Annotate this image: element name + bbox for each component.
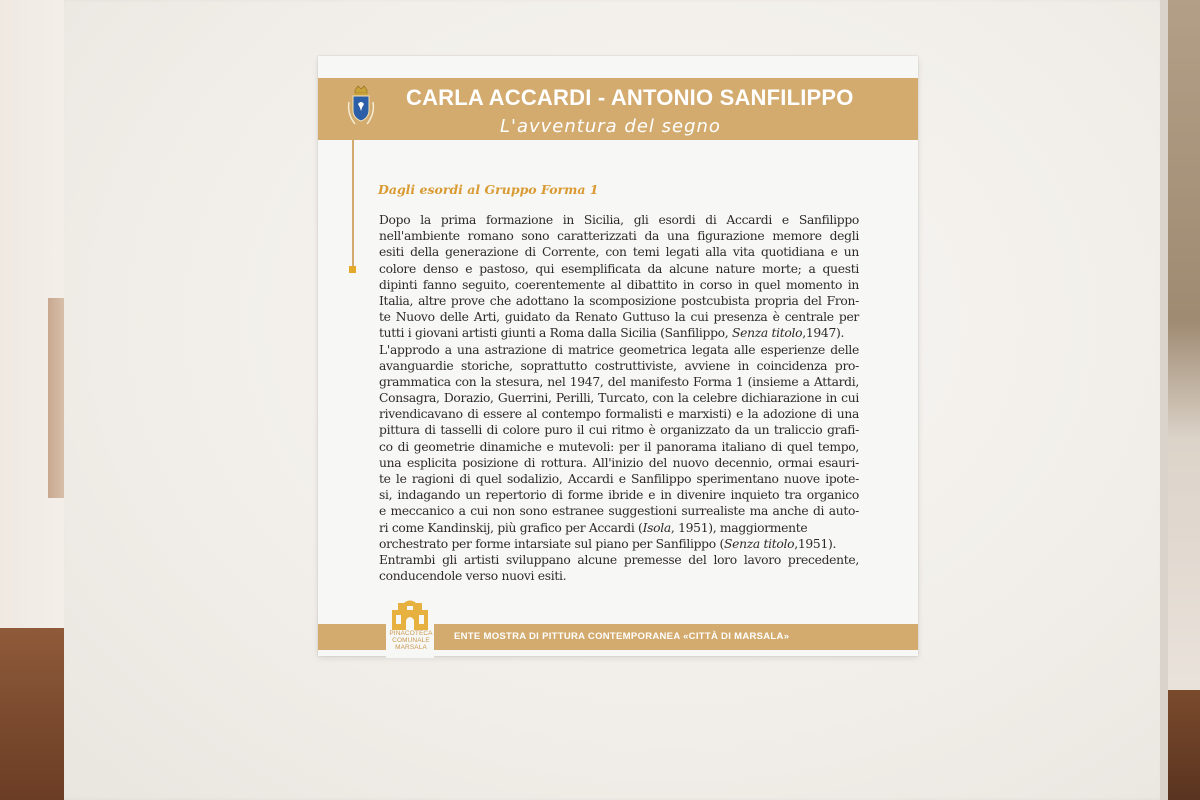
panel-title: CARLA ACCARDI - ANTONIO SANFILIPPO — [406, 85, 854, 110]
body-line: conducendole verso nuovi esiti. — [379, 569, 567, 584]
body-line: una esplicita posizione di rottura. All'inizio del nuovo decennio, ormai esauri- — [379, 455, 859, 470]
body-line: Italia, altre prove che adottano la scomposizione postcubista propria del Fron- — [379, 293, 859, 308]
artwork-title: Senza titolo — [731, 326, 803, 341]
body-line: Dopo la prima formazione in Sicilia, gli esordi di Accardi e Sanfilippo — [379, 213, 859, 227]
exhibition-panel — [318, 56, 918, 656]
body-line: si, indagando un repertorio di forme ibride e in divenire inquieto tra organico — [379, 488, 859, 503]
body-line-text: orchestrato per forme intarsiate sul piano per Sanfilippo ( — [379, 536, 724, 551]
section-heading: Dagli esordi al Gruppo Forma 1 — [378, 182, 599, 197]
wall-edge — [1160, 0, 1168, 800]
artwork-title: Senza titolo — [723, 536, 795, 551]
body-line: L'approdo a una astrazione di matrice geometrica legata alle esperienze delle — [379, 342, 859, 357]
body-line — [379, 536, 859, 552]
body-line: nell'ambiente romano sono caratterizzati da una figurazione memore degli — [379, 229, 859, 244]
logo-line: COMUNALE — [392, 637, 430, 644]
footer-text: ENTE MOSTRA DI PITTURA CONTEMPORANEA «CITTÀ DI MARSALA» — [454, 631, 790, 642]
body-line: avanguardie storiche, soprattutto costruttiviste, avviene in coincidenza pro- — [379, 358, 859, 373]
body-line-text: tutti i giovani artisti giunti a Roma dalla Sicilia (Sanfilippo, — [379, 326, 732, 341]
background-floor-left — [0, 628, 70, 800]
pinacoteca-building-icon — [388, 600, 432, 630]
artwork-date: ,1951). — [794, 536, 837, 551]
body-line — [379, 325, 859, 341]
body-line: pittura di tasselli di colore puro il cui ritmo è organizzato da un traliccio grafi- — [379, 423, 859, 438]
logo-line: MARSALA — [395, 644, 427, 651]
body-line: e meccanico a cui non sono estranee suggestioni surrealiste ma anche di auto- — [379, 504, 859, 519]
pinacoteca-logo-text — [386, 630, 436, 651]
panel-subtitle: L'avventura del segno — [500, 116, 721, 137]
body-line: rivendicavano di essere al contempo formalisti e marxisti) e la adozione di una — [379, 407, 859, 422]
artwork-title: Isola — [642, 520, 671, 535]
body-line: co di geometrie dinamiche e mutevoli: per il panorama italiano di quel tempo, — [379, 439, 859, 454]
artwork-date: ,1947). — [802, 326, 845, 341]
body-text — [379, 212, 859, 584]
body-line: te le ragioni di quel sodalizio, Accardi e Sanfilippo sperimentano nuove ipote- — [379, 472, 859, 486]
body-line: Consagra, Dorazio, Guerrini, Perilli, Turcato, con la celebre dichiarazione in cui — [379, 391, 859, 406]
decorative-vertical-line — [352, 140, 354, 270]
body-line: te Nuovo delle Arti, guidato da Renato Guttuso la cui presenza è centrale per — [379, 310, 859, 325]
body-line — [379, 520, 859, 536]
municipal-crest-icon — [346, 84, 376, 128]
body-line: esiti della generazione di Corrente, con temi legati alla vita quotidiana e un — [379, 245, 859, 260]
decorative-square-dot — [349, 266, 356, 273]
logo-line: PINACOTECA — [389, 630, 433, 637]
body-line: Entrambi gli artisti sviluppano alcune premesse del loro lavoro precedente, — [379, 552, 859, 567]
body-line: colore denso e pastoso, qui esemplificata da alcune nature morte; a questi — [379, 261, 859, 276]
body-line-text: ri come Kandinskij, più grafico per Accardi ( — [379, 520, 643, 535]
body-line: dipinti fanno seguito, coerentemente al dibattito in corso in quel momento in — [379, 277, 859, 292]
artwork-date: , 1951), maggiormente — [670, 520, 808, 535]
body-line: grammatica con la stesura, nel 1947, del manifesto Forma 1 (insieme a Attardi, — [379, 374, 859, 389]
